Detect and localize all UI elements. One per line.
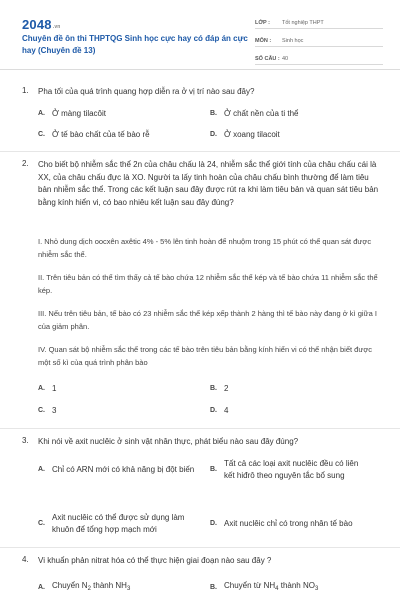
document-title: Chuyên đề ôn thi THPTQG Sinh học cực hay có đáp án cực hay (Chuyên đề 13) xyxy=(22,34,248,55)
option-text: 2 xyxy=(224,384,229,393)
meta-key: SỐ CÂU : xyxy=(255,56,280,62)
option-label: B. xyxy=(210,110,217,117)
statement-ii: II. Trên tiêu bản có thể tìm thấy cả tế bào chứa 12 nhiễm sắc thể kép và tế bào chứa 11 nhiễm sắc thể kép. xyxy=(38,273,378,295)
question-3 xyxy=(22,436,382,544)
option-text: Tất cả các loại axit nuclêic đều có liên kết hiđrô theo nguyên tắc bổ sung xyxy=(224,459,359,480)
option-a[interactable] xyxy=(38,383,56,395)
question-text: Khi nói về axit nuclêic ở sinh vật nhân thực, phát biểu nào sau đây đúng? xyxy=(38,437,299,446)
option-a[interactable] xyxy=(38,580,130,595)
question-2 xyxy=(22,159,382,424)
meta-grade-row xyxy=(255,14,383,29)
option-label: D. xyxy=(210,520,217,527)
option-text: Ở xoang tilacoit xyxy=(224,130,280,139)
document-meta xyxy=(255,14,383,68)
formula-text: thành NH xyxy=(90,581,127,590)
option-d[interactable] xyxy=(210,518,382,530)
subscript: 4 xyxy=(275,586,279,592)
question-1 xyxy=(22,86,382,148)
option-text xyxy=(52,580,130,595)
subscript: 3 xyxy=(126,586,131,592)
option-label: A. xyxy=(38,466,45,473)
question-divider xyxy=(0,151,400,152)
meta-value: Sinh học xyxy=(282,38,304,44)
option-c[interactable] xyxy=(38,405,56,417)
option-b[interactable] xyxy=(210,458,382,482)
question-number: 4. xyxy=(22,555,29,564)
meta-key: LỚP : xyxy=(255,20,270,26)
option-text: Axit nuclêic chỉ có trong nhân tế bào xyxy=(224,519,353,528)
formula-text: Chuyển từ NH xyxy=(224,581,276,590)
option-label: A. xyxy=(38,110,45,117)
option-label: C. xyxy=(38,131,45,138)
document-header xyxy=(0,0,400,70)
subscript: 3 xyxy=(314,586,319,592)
option-a[interactable] xyxy=(38,108,106,120)
option-c[interactable] xyxy=(38,129,150,141)
option-text: 4 xyxy=(224,406,229,415)
meta-count-row xyxy=(255,50,383,65)
question-4 xyxy=(22,555,382,600)
meta-subject-row xyxy=(255,32,383,47)
option-label: A. xyxy=(38,583,45,591)
option-d[interactable] xyxy=(210,129,280,141)
site-logo[interactable] xyxy=(22,17,61,32)
option-label: B. xyxy=(210,466,217,473)
option-label: D. xyxy=(210,407,217,414)
option-text: 1 xyxy=(52,384,57,393)
question-divider xyxy=(0,428,400,429)
option-label: A. xyxy=(38,385,45,392)
option-b[interactable] xyxy=(210,383,228,395)
logo-text: 2048 xyxy=(22,17,52,32)
formula-text: Chuyển N xyxy=(52,581,88,590)
question-text: Vi khuẩn phản nitrat hóa có thể thực hiện giai đoạn nào sau đây ? xyxy=(38,556,272,565)
option-text: Ở chất nền của ti thể xyxy=(224,109,299,118)
question-divider xyxy=(0,547,400,548)
option-label: C. xyxy=(38,407,45,414)
option-text: 3 xyxy=(52,406,57,415)
option-c[interactable] xyxy=(38,512,206,536)
question-number: 2. xyxy=(22,159,29,168)
option-text: Axit nuclêic có thể được sử dụng làm khuôn để tổng hợp mạch mới xyxy=(52,513,185,534)
meta-key: MÔN : xyxy=(255,38,272,44)
option-label: D. xyxy=(210,131,217,138)
option-a[interactable] xyxy=(38,464,206,476)
subscript: 2 xyxy=(87,586,91,592)
statement-iv: IV. Quan sát bộ nhiễm sắc thể trong các tế bào trên tiêu bản bằng kính hiển vi có thể nhận biết được một số kì của quá trình phân bào xyxy=(38,345,373,367)
option-text: Ở tế bào chất của tế bào rễ xyxy=(52,130,150,139)
statement-iii: III. Nếu trên tiêu bản, tế bào có 23 nhiễm sắc thể kép xếp thành 2 hàng thì tế bào này đang ở kì giữa I của giảm phân. xyxy=(38,309,377,331)
option-b[interactable] xyxy=(210,108,298,120)
option-text: Chỉ có ARN mới có khả năng bị đột biến xyxy=(52,465,195,474)
option-label: B. xyxy=(210,583,217,591)
meta-value: 40 xyxy=(282,56,289,62)
option-b[interactable] xyxy=(210,580,318,595)
logo-domain: .vn xyxy=(52,24,61,30)
question-text: Pha tối của quá trình quang hợp diễn ra ở vị trí nào sau đây? xyxy=(38,87,255,96)
meta-value: Tốt nghiệp THPT xyxy=(282,20,324,26)
question-number: 3. xyxy=(22,436,29,445)
option-label: C. xyxy=(38,520,45,527)
option-d[interactable] xyxy=(210,405,228,417)
option-label: B. xyxy=(210,385,217,392)
formula-text: thành NO xyxy=(278,581,315,590)
question-text: Cho biết bộ nhiễm sắc thể 2n của châu chấu là 24, nhiễm sắc thể giới tính của châu chấu cái là XX, của châu chấu đực là XO. Người ta lấy tinh hoàn của châu chấu bình thường để làm tiêu bản nhiễm sắc thể. Trong các kết luận sau đây được rút ra khi làm tiêu bản và quan sát tiêu bản bằng kính hiển vi, có bao nhiêu kết luận sau đây đúng? xyxy=(38,160,379,207)
option-text xyxy=(224,580,318,595)
question-number: 1. xyxy=(22,86,29,95)
option-text: Ở màng tilacôit xyxy=(52,109,106,118)
statement-i: I. Nhỏ dung dịch oocxên axêtic 4% - 5% lên tinh hoàn để nhuộm trong 15 phút có thể quan sát được nhiễm sắc thể. xyxy=(38,237,372,259)
